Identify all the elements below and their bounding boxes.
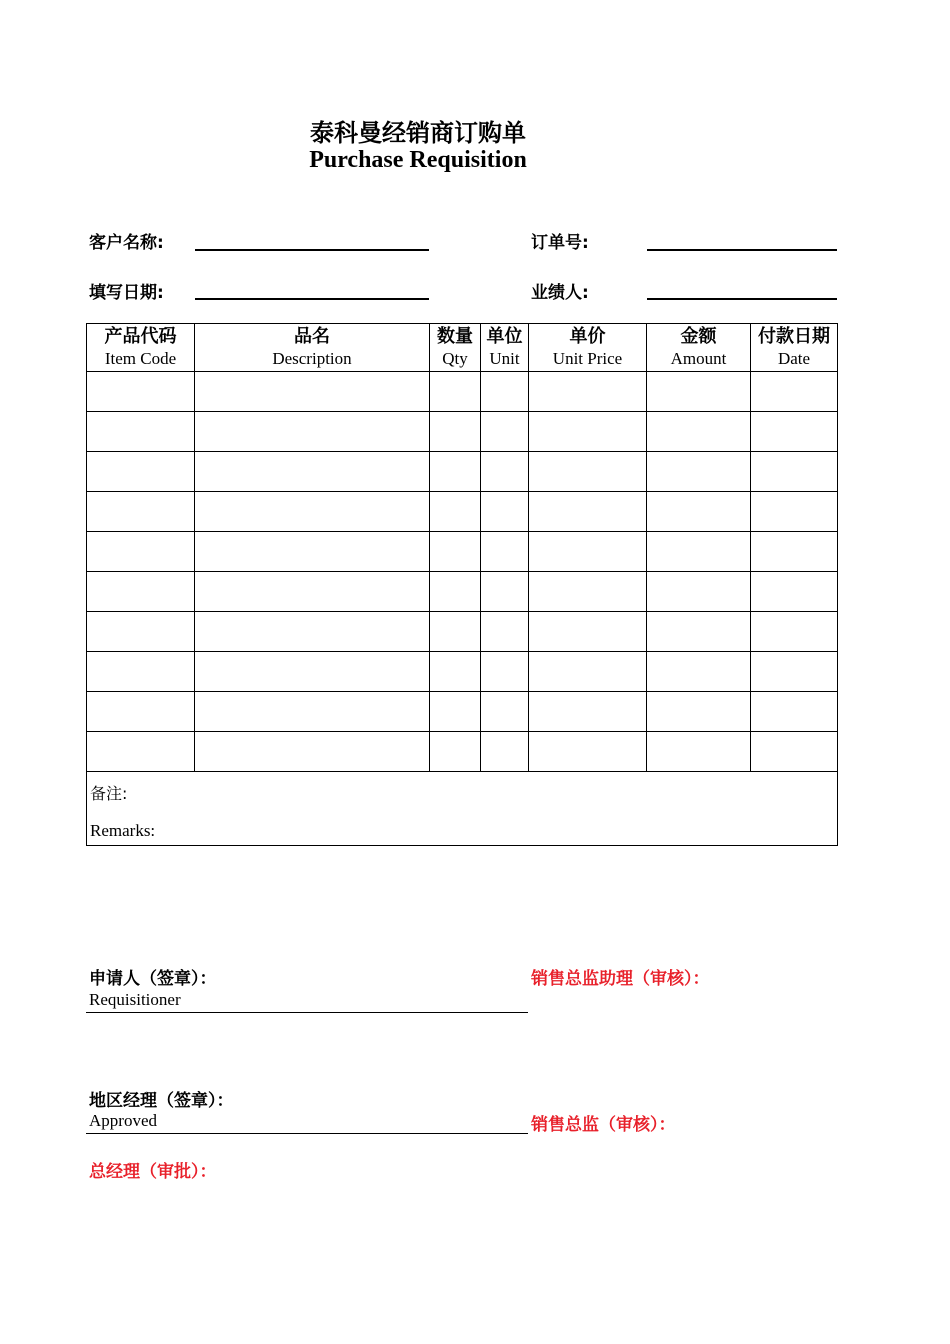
column-header-cn: 单位 [486,325,523,347]
table-cell[interactable] [647,372,751,412]
table-row [87,492,838,532]
column-header-en: Date [777,348,811,368]
table-cell[interactable] [430,572,481,612]
table-cell[interactable] [87,532,195,572]
table-cell[interactable] [481,492,529,532]
table-cell[interactable] [430,532,481,572]
table-header-row [87,324,838,372]
column-header-1 [195,324,430,372]
page-title-en: Purchase Requisition [309,147,527,173]
column-header-en: Item Code [104,348,177,368]
table-cell[interactable] [195,532,430,572]
table-cell[interactable] [430,372,481,412]
table-cell[interactable] [87,692,195,732]
order-items-table [86,323,838,846]
order-number-field[interactable] [647,249,837,251]
table-cell[interactable] [647,492,751,532]
table-cell[interactable] [195,652,430,692]
column-header-cn: 金额 [680,325,717,347]
salesperson-field[interactable] [647,298,837,300]
table-cell[interactable] [481,612,529,652]
regional-manager-label-cn: 地区经理（签章）： [89,1091,234,1111]
customer-name-label: 客户名称: [89,233,164,253]
sales-director-assistant-label: 销售总监助理（审核）： [531,969,710,989]
table-cell[interactable] [529,532,647,572]
table-cell[interactable] [87,412,195,452]
fill-date-field[interactable] [195,298,429,300]
table-cell[interactable] [87,732,195,772]
table-cell[interactable] [87,612,195,652]
remarks-label-en: Remarks: [90,821,156,840]
page-title-cn: 泰科曼经销商订购单 [310,119,526,147]
table-cell[interactable] [481,532,529,572]
table-cell[interactable] [647,532,751,572]
column-header-cn: 产品代码 [104,325,177,347]
table-cell[interactable] [529,452,647,492]
column-header-cn: 付款日期 [758,325,830,347]
table-cell[interactable] [87,652,195,692]
table-cell[interactable] [430,732,481,772]
table-cell[interactable] [529,692,647,732]
customer-name-field[interactable] [195,249,429,251]
table-cell[interactable] [647,412,751,452]
table-row [87,412,838,452]
table-cell[interactable] [430,692,481,732]
table-row [87,692,838,732]
table-cell[interactable] [529,412,647,452]
table-cell[interactable] [481,572,529,612]
column-header-en: Description [272,348,352,368]
table-cell[interactable] [87,572,195,612]
table-cell[interactable] [87,492,195,532]
table-row [87,572,838,612]
table-cell[interactable] [647,572,751,612]
table-cell[interactable] [751,452,838,492]
requisitioner-signature-line[interactable] [86,1012,528,1013]
column-header-0 [87,324,195,372]
table-cell[interactable] [87,452,195,492]
column-header-5 [647,324,751,372]
column-header-cn: 数量 [437,325,473,347]
column-header-cn: 单价 [569,325,606,347]
remarks-label-cn: 备注: [90,784,128,803]
table-cell[interactable] [195,732,430,772]
column-header-6 [751,324,838,372]
sales-director-label: 销售总监（审核）： [531,1115,676,1135]
table-row [87,732,838,772]
table-cell[interactable] [647,652,751,692]
table-cell[interactable] [647,612,751,652]
column-header-3 [481,324,529,372]
regional-manager-label-en: Approved [89,1111,157,1130]
table-cell[interactable] [195,372,430,412]
table-cell[interactable] [751,652,838,692]
table-cell[interactable] [751,572,838,612]
table-cell[interactable] [481,732,529,772]
table-cell[interactable] [195,452,430,492]
order-number-label: 订单号: [531,233,589,253]
table-cell[interactable] [430,612,481,652]
column-header-en: Unit [489,348,520,368]
general-manager-label: 总经理（审批）： [89,1162,217,1182]
column-header-4 [529,324,647,372]
fill-date-label: 填写日期: [89,283,164,303]
table-cell[interactable] [481,652,529,692]
table-cell[interactable] [751,412,838,452]
table-cell[interactable] [195,612,430,652]
salesperson-label: 业绩人: [531,283,589,303]
table-row [87,652,838,692]
table-cell[interactable] [481,452,529,492]
requisitioner-label-en: Requisitioner [89,990,181,1009]
table-cell[interactable] [195,412,430,452]
requisitioner-label-cn: 申请人（签章）： [89,969,217,989]
table-cell[interactable] [430,492,481,532]
regional-manager-signature-line[interactable] [86,1133,528,1134]
table-cell[interactable] [529,492,647,532]
table-cell[interactable] [529,572,647,612]
table-row [87,452,838,492]
table-cell[interactable] [647,692,751,732]
table-cell[interactable] [529,732,647,772]
table-cell[interactable] [481,692,529,732]
table-cell[interactable] [751,372,838,412]
table-cell[interactable] [195,692,430,732]
column-header-en: Unit Price [552,348,623,368]
table-cell[interactable] [751,692,838,732]
remarks-cell[interactable] [87,772,838,846]
table-row [87,372,838,412]
table-cell[interactable] [195,572,430,612]
table-cell[interactable] [481,372,529,412]
table-row [87,612,838,652]
table-cell[interactable] [87,372,195,412]
table-cell[interactable] [751,492,838,532]
column-header-en: Qty [442,348,468,368]
table-cell[interactable] [751,532,838,572]
table-cell[interactable] [751,612,838,652]
table-cell[interactable] [751,732,838,772]
table-cell[interactable] [430,652,481,692]
column-header-cn: 品名 [294,325,330,347]
table-cell[interactable] [481,412,529,452]
table-row [87,532,838,572]
table-cell[interactable] [195,492,430,532]
table-cell[interactable] [529,652,647,692]
column-header-en: Amount [670,348,727,368]
table-cell[interactable] [529,372,647,412]
table-cell[interactable] [647,732,751,772]
table-cell[interactable] [430,412,481,452]
table-cell[interactable] [430,452,481,492]
table-cell[interactable] [647,452,751,492]
table-cell[interactable] [529,612,647,652]
column-header-2 [430,324,481,372]
